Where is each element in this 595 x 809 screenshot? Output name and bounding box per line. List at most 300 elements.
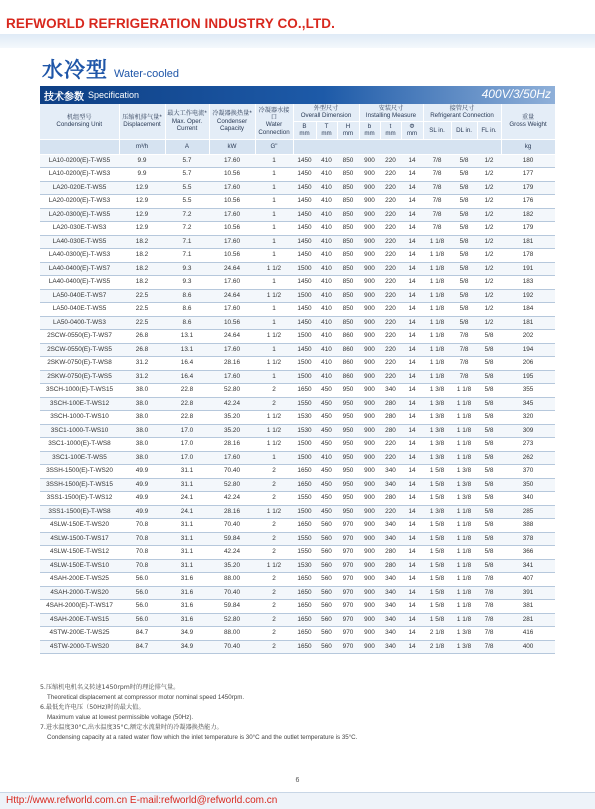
cell-dim-H: 850 [337,262,359,276]
cell-weight: 182 [501,208,555,222]
cell-dl: 1 1/8 [451,411,477,425]
cell-fl: 5/8 [477,343,501,357]
cell-weight: 184 [501,303,555,317]
cell-inst-b: 900 [359,262,380,276]
cell-dim-B: 1500 [293,438,316,452]
cell-dim-T: 410 [316,249,337,263]
cell-dim-H: 850 [337,276,359,290]
cell-inst-t: 220 [380,357,401,371]
cell-inst-t: 280 [380,411,401,425]
cell-dim-B: 1650 [293,586,316,600]
cell-fl: 5/8 [477,559,501,573]
cell-displacement: 56.0 [119,586,165,600]
cell-capacity: 17.60 [209,370,255,384]
cell-inst-phi: 14 [401,559,423,573]
cell-weight: 192 [501,289,555,303]
cell-dim-H: 850 [337,235,359,249]
cell-dim-H: 950 [337,451,359,465]
cell-dim-B: 1650 [293,573,316,587]
cell-inst-phi: 14 [401,627,423,641]
cell-dim-B: 1550 [293,546,316,560]
cell-displacement: 70.8 [119,519,165,533]
cell-current: 31.1 [165,532,209,546]
cell-inst-t: 340 [380,384,401,398]
cell-weight: 391 [501,586,555,600]
cell-displacement: 9.9 [119,154,165,168]
cell-water: 1 [255,168,293,182]
cell-inst-b: 900 [359,559,380,573]
cell-inst-t: 220 [380,303,401,317]
cell-fl: 1/2 [477,249,501,263]
cell-model: 3SSH-1500(E)-T-WS20 [40,465,119,479]
cell-dl: 1 1/8 [451,600,477,614]
cell-sl: 1 5/8 [423,559,451,573]
table-row [40,289,555,303]
cell-sl: 1 1/8 [423,249,451,263]
cell-inst-phi: 14 [401,330,423,344]
cell-dim-T: 410 [316,357,337,371]
cell-model: LA10-0200(E)-T-WS5 [40,154,119,168]
cell-dim-B: 1650 [293,627,316,641]
table-row [40,559,555,573]
cell-dim-B: 1650 [293,478,316,492]
cell-dim-H: 950 [337,492,359,506]
cell-dim-T: 560 [316,586,337,600]
cell-water: 1 1/2 [255,262,293,276]
cell-inst-t: 220 [380,451,401,465]
cell-inst-phi: 14 [401,195,423,209]
cell-dim-H: 950 [337,438,359,452]
cell-displacement: 18.2 [119,276,165,290]
cell-inst-phi: 14 [401,640,423,654]
cell-fl: 5/8 [477,465,501,479]
cell-dim-H: 860 [337,330,359,344]
table-row [40,505,555,519]
cell-dim-H: 970 [337,613,359,627]
cell-current: 5.5 [165,195,209,209]
cell-inst-phi: 14 [401,276,423,290]
cell-weight: 341 [501,559,555,573]
cell-inst-b: 900 [359,492,380,506]
unit-t: t mm [380,121,401,139]
cell-inst-b: 900 [359,505,380,519]
cell-inst-t: 220 [380,222,401,236]
cell-capacity: 42.24 [209,492,255,506]
unit-weight: kg [501,139,555,154]
cell-dim-T: 410 [316,316,337,330]
cell-model: 4SLW-150E-T-WS20 [40,519,119,533]
cell-inst-b: 900 [359,397,380,411]
cell-sl: 1 1/8 [423,303,451,317]
cell-displacement: 49.9 [119,505,165,519]
cell-inst-phi: 14 [401,262,423,276]
cell-sl: 1 1/8 [423,235,451,249]
cell-dl: 5/8 [451,276,477,290]
cell-inst-phi: 14 [401,519,423,533]
cell-dim-T: 450 [316,492,337,506]
unit-current: A [165,139,209,154]
cell-displacement: 26.8 [119,330,165,344]
cell-sl: 1 1/8 [423,276,451,290]
table-row [40,397,555,411]
cell-inst-b: 900 [359,208,380,222]
cell-sl: 1 3/8 [423,424,451,438]
cell-water: 1 [255,154,293,168]
cell-dim-B: 1500 [293,370,316,384]
cell-inst-t: 220 [380,262,401,276]
cell-fl: 5/8 [477,546,501,560]
cell-inst-t: 340 [380,573,401,587]
cell-dim-B: 1450 [293,276,316,290]
cell-dim-H: 970 [337,532,359,546]
cell-fl: 7/8 [477,573,501,587]
cell-dim-T: 450 [316,438,337,452]
cell-water: 1 [255,370,293,384]
cell-model: 2SKW-0750(E)-T-WS8 [40,357,119,371]
cell-fl: 1/2 [477,195,501,209]
cell-weight: 381 [501,600,555,614]
cell-fl: 1/2 [477,168,501,182]
cell-displacement: 38.0 [119,424,165,438]
cell-inst-t: 220 [380,505,401,519]
cell-water: 2 [255,640,293,654]
header-row [40,104,555,121]
cell-dl: 1 3/8 [451,478,477,492]
cell-capacity: 28.16 [209,438,255,452]
cell-fl: 1/2 [477,222,501,236]
cell-current: 31.6 [165,573,209,587]
table-row [40,573,555,587]
table-row [40,195,555,209]
cell-current: 22.8 [165,384,209,398]
cell-dl: 5/8 [451,208,477,222]
cell-displacement: 38.0 [119,397,165,411]
cell-dl: 1 1/8 [451,451,477,465]
cell-dim-T: 410 [316,276,337,290]
cell-inst-t: 280 [380,546,401,560]
cell-dim-T: 560 [316,613,337,627]
cell-fl: 5/8 [477,424,501,438]
cell-sl: 1 3/8 [423,451,451,465]
note-6-en: Maximum value at lowest permissible voltage (50Hz). [47,714,194,721]
cell-inst-phi: 14 [401,478,423,492]
cell-current: 7.2 [165,222,209,236]
cell-dim-B: 1500 [293,330,316,344]
cell-dim-B: 1530 [293,424,316,438]
cell-weight: 177 [501,168,555,182]
cell-displacement: 70.8 [119,532,165,546]
cell-inst-t: 280 [380,492,401,506]
cell-dim-H: 860 [337,343,359,357]
cell-capacity: 59.84 [209,532,255,546]
cell-dim-B: 1450 [293,154,316,168]
cell-water: 1 [255,303,293,317]
cell-dl: 1 1/8 [451,546,477,560]
cell-dim-T: 450 [316,478,337,492]
section-title [42,54,179,82]
cell-current: 31.1 [165,478,209,492]
cell-capacity: 17.60 [209,451,255,465]
cell-dim-B: 1450 [293,222,316,236]
cell-capacity: 70.40 [209,519,255,533]
cell-inst-t: 220 [380,330,401,344]
cell-capacity: 35.20 [209,411,255,425]
cell-water: 2 [255,532,293,546]
cell-weight: 183 [501,276,555,290]
cell-sl: 1 5/8 [423,600,451,614]
cell-dim-B: 1500 [293,262,316,276]
cell-sl: 7/8 [423,208,451,222]
cell-dim-T: 410 [316,330,337,344]
table-row [40,438,555,452]
cell-current: 31.1 [165,546,209,560]
cell-dl: 5/8 [451,195,477,209]
table-row [40,235,555,249]
cell-model: 3SCH-1000(E)-T-WS15 [40,384,119,398]
cell-inst-t: 340 [380,465,401,479]
cell-dim-T: 450 [316,505,337,519]
cell-weight: 388 [501,519,555,533]
cell-dim-T: 410 [316,222,337,236]
cell-sl: 1 1/8 [423,330,451,344]
cell-dl: 5/8 [451,235,477,249]
cell-sl: 1 5/8 [423,492,451,506]
cell-current: 16.4 [165,370,209,384]
cell-sl: 1 1/8 [423,262,451,276]
cell-capacity: 35.20 [209,559,255,573]
cell-dim-T: 560 [316,559,337,573]
cell-fl: 5/8 [477,330,501,344]
cell-inst-t: 340 [380,532,401,546]
cell-dim-T: 450 [316,411,337,425]
cell-model: 3SCH-100E-T-WS12 [40,397,119,411]
cell-model: 3SSH-1500(E)-T-WS15 [40,478,119,492]
cell-inst-b: 900 [359,181,380,195]
cell-water: 1 [255,208,293,222]
cell-displacement: 38.0 [119,438,165,452]
table-row [40,357,555,371]
cell-dim-B: 1530 [293,411,316,425]
cell-fl: 5/8 [477,370,501,384]
header-model: 机组型号 Condensing Unit [40,104,119,139]
cell-dl: 1 1/8 [451,424,477,438]
cell-inst-phi: 14 [401,613,423,627]
cell-model: LA40-030E-T-WS5 [40,235,119,249]
cell-dl: 1 3/8 [451,627,477,641]
cell-current: 31.1 [165,465,209,479]
title-chinese: 水冷型 [42,58,108,82]
header-overall-dimension: 外型尺寸 Overall Dimension [293,104,359,121]
cell-fl: 1/2 [477,303,501,317]
cell-dim-H: 950 [337,384,359,398]
cell-inst-b: 900 [359,573,380,587]
cell-fl: 7/8 [477,586,501,600]
cell-dl: 1 1/8 [451,384,477,398]
cell-current: 31.6 [165,586,209,600]
cell-weight: 191 [501,262,555,276]
cell-weight: 194 [501,343,555,357]
cell-weight: 179 [501,222,555,236]
cell-inst-b: 900 [359,168,380,182]
cell-dim-H: 950 [337,411,359,425]
cell-displacement: 26.8 [119,343,165,357]
cell-displacement: 70.8 [119,546,165,560]
cell-fl: 5/8 [477,438,501,452]
cell-dl: 1 3/8 [451,492,477,506]
cell-dl: 1 3/8 [451,640,477,654]
cell-sl: 1 5/8 [423,519,451,533]
cell-current: 7.2 [165,208,209,222]
cell-displacement: 56.0 [119,573,165,587]
footer-contact: Http://www.refworld.com.cn E-mail:refworld@refworld.com.cn [6,795,278,806]
cell-displacement: 31.2 [119,370,165,384]
specification-table [40,104,556,654]
cell-water: 1 [255,249,293,263]
cell-current: 24.1 [165,505,209,519]
cell-weight: 309 [501,424,555,438]
cell-inst-phi: 14 [401,532,423,546]
cell-inst-t: 340 [380,586,401,600]
cell-weight: 180 [501,154,555,168]
cell-capacity: 28.16 [209,505,255,519]
cell-model: LA10-0200(E)-T-WS3 [40,168,119,182]
cell-displacement: 12.9 [119,208,165,222]
cell-sl: 1 5/8 [423,465,451,479]
cell-inst-t: 340 [380,627,401,641]
cell-current: 7.1 [165,249,209,263]
cell-dim-T: 450 [316,397,337,411]
cell-dim-H: 850 [337,289,359,303]
cell-dl: 1 1/8 [451,397,477,411]
cell-current: 16.4 [165,357,209,371]
cell-displacement: 38.0 [119,451,165,465]
table-row [40,478,555,492]
cell-dim-H: 850 [337,195,359,209]
cell-inst-t: 220 [380,249,401,263]
cell-water: 1 1/2 [255,424,293,438]
cell-model: 3SC1-1000-T-WS10 [40,424,119,438]
cell-displacement: 56.0 [119,613,165,627]
cell-weight: 262 [501,451,555,465]
cell-displacement: 38.0 [119,411,165,425]
cell-inst-b: 900 [359,411,380,425]
unit-b: b mm [359,121,380,139]
table-row [40,330,555,344]
cell-inst-b: 900 [359,235,380,249]
cell-dim-T: 410 [316,195,337,209]
cell-current: 31.1 [165,559,209,573]
cell-model: 3SS1-1500(E)-T-WS12 [40,492,119,506]
cell-displacement: 56.0 [119,600,165,614]
cell-inst-b: 900 [359,343,380,357]
cell-fl: 1/2 [477,276,501,290]
cell-displacement: 31.2 [119,357,165,371]
cell-current: 13.1 [165,343,209,357]
cell-fl: 5/8 [477,532,501,546]
cell-current: 34.9 [165,627,209,641]
note-7-en: Condensing capacity at a rated water flow which the inlet temperature is 30°C and the outlet temperature is 35°C. [47,734,358,741]
table-row [40,519,555,533]
cell-water: 2 [255,492,293,506]
cell-dim-T: 560 [316,627,337,641]
cell-model: 4STW-2000-T-WS20 [40,640,119,654]
cell-inst-phi: 14 [401,249,423,263]
cell-inst-phi: 14 [401,154,423,168]
cell-weight: 366 [501,546,555,560]
cell-displacement: 38.0 [119,384,165,398]
cell-fl: 5/8 [477,357,501,371]
cell-dim-H: 950 [337,397,359,411]
table-row [40,546,555,560]
cell-inst-b: 900 [359,370,380,384]
cell-capacity: 17.60 [209,276,255,290]
cell-capacity: 28.16 [209,357,255,371]
cell-inst-b: 900 [359,438,380,452]
cell-model: LA20-020E-T-WS5 [40,181,119,195]
cell-inst-t: 220 [380,235,401,249]
cell-dim-T: 410 [316,262,337,276]
cell-displacement: 12.9 [119,181,165,195]
cell-dl: 5/8 [451,303,477,317]
cell-fl: 5/8 [477,505,501,519]
cell-inst-phi: 14 [401,546,423,560]
cell-dim-H: 860 [337,357,359,371]
cell-sl: 1 3/8 [423,384,451,398]
cell-displacement: 49.9 [119,465,165,479]
unit-displacement: m³/h [119,139,165,154]
cell-current: 22.8 [165,397,209,411]
cell-inst-phi: 14 [401,235,423,249]
cell-dim-B: 1450 [293,168,316,182]
cell-inst-b: 900 [359,627,380,641]
cell-inst-phi: 14 [401,505,423,519]
cell-dim-H: 850 [337,316,359,330]
cell-fl: 1/2 [477,262,501,276]
table-row [40,262,555,276]
cell-weight: 416 [501,627,555,641]
unit-H: H mm [337,121,359,139]
cell-inst-phi: 14 [401,492,423,506]
table-row [40,586,555,600]
cell-weight: 181 [501,316,555,330]
cell-inst-phi: 14 [401,424,423,438]
cell-dim-B: 1550 [293,397,316,411]
cell-dim-T: 410 [316,168,337,182]
cell-fl: 5/8 [477,478,501,492]
table-row [40,303,555,317]
cell-inst-phi: 14 [401,438,423,452]
cell-sl: 1 5/8 [423,613,451,627]
cell-current: 17.0 [165,424,209,438]
cell-capacity: 70.40 [209,586,255,600]
table-row [40,222,555,236]
unit-dl: DL in. [451,121,477,139]
cell-fl: 1/2 [477,235,501,249]
unit-B: B mm [293,121,316,139]
cell-weight: 179 [501,181,555,195]
cell-model: 2SCW-0550(E)-T-WS5 [40,343,119,357]
cell-inst-b: 900 [359,640,380,654]
cell-sl: 7/8 [423,154,451,168]
cell-current: 24.1 [165,492,209,506]
cell-sl: 1 1/8 [423,343,451,357]
cell-dim-H: 970 [337,573,359,587]
cell-inst-phi: 14 [401,222,423,236]
cell-fl: 1/2 [477,316,501,330]
cell-inst-t: 220 [380,208,401,222]
cell-weight: 202 [501,330,555,344]
cell-dim-B: 1450 [293,343,316,357]
